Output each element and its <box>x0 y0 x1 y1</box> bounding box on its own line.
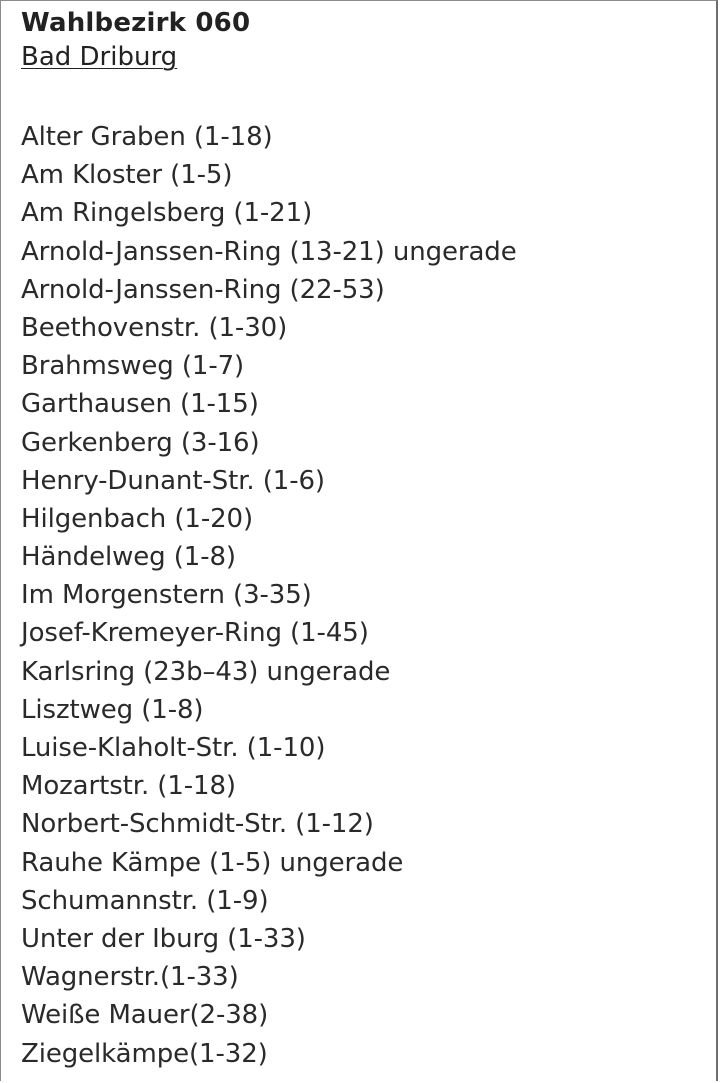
street-item: Schumannstr. (1-9) <box>21 885 269 916</box>
street-item: Norbert-Schmidt-Str. (1-12) <box>21 809 374 840</box>
street-item: Karlsring (23b–43) ungerade <box>21 656 391 687</box>
district-title: Wahlbezirk 060 <box>21 8 251 38</box>
street-item: Rauhe Kämpe (1-5) ungerade <box>21 847 404 878</box>
street-item: Hilgenbach (1-20) <box>21 503 254 534</box>
street-item: Händelweg (1-8) <box>21 542 236 573</box>
street-item: Alter Graben (1-18) <box>21 122 273 152</box>
street-item: Arnold-Janssen-Ring (13-21) ungerade <box>21 236 517 267</box>
document-header <box>21 6 250 74</box>
street-item: Luise-Klaholt-Str. (1-10) <box>21 733 326 763</box>
street-item: Gerkenberg (3-16) <box>21 427 260 458</box>
street-item: Lisztweg (1-8) <box>21 694 204 725</box>
street-item: Unter der Iburg (1-33) <box>21 923 306 954</box>
street-item: Weiße Mauer(2-38) <box>21 1000 269 1031</box>
street-item: Beethovenstr. (1-30) <box>21 312 288 343</box>
street-item: Am Kloster (1-5) <box>21 160 233 191</box>
street-item: Josef-Kremeyer-Ring (1-45) <box>21 618 369 649</box>
street-item: Garthausen (1-15) <box>21 389 259 420</box>
street-item: Am Ringelsberg (1-21) <box>21 198 313 229</box>
street-item: Arnold-Janssen-Ring (22-53) <box>21 274 385 305</box>
street-item: Im Morgenstern (3-35) <box>21 580 312 611</box>
street-item: Wagnerstr.(1-33) <box>21 962 239 993</box>
street-item: Brahmsweg (1-7) <box>21 351 245 382</box>
town-name: Bad Driburg <box>21 42 178 72</box>
street-list <box>21 118 517 1073</box>
street-item: Ziegelkämpe(1-32) <box>21 1038 268 1069</box>
street-item: Henry-Dunant-Str. (1-6) <box>21 465 325 496</box>
street-item: Mozartstr. (1-18) <box>21 771 236 802</box>
